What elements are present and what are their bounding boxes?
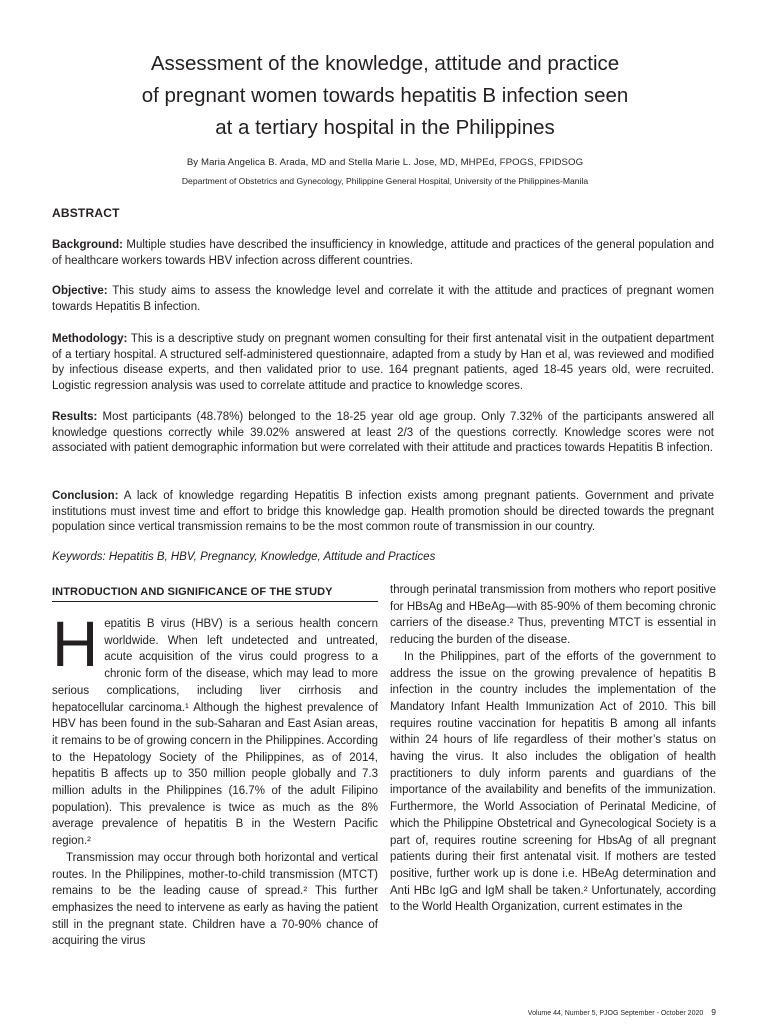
intro-paragraph-2: Transmission may occur through both horizontal and vertical routes. In the Philippines, mother-to-child transmission (MTCT) remains to be the leading cause of spread.² This further emphasizes the need to intervene as early as having the patient still in the pregnant state. Children have a 70-90% chance of acquiring the virus <box>52 851 378 948</box>
methodology-text: This is a descriptive study on pregnant women consulting for their first antenatal visit in the outpatient department of a tertiary hospital. A structured self-administered questionnaire, adapted from a study by Han et al, was reviewed and modified by infectious disease experts, and then validated prior to use. 164 pregnant patients, aged 18-45 years old, were recruited. Logistic regression analysis was used to correlate attitude and practice to knowledge scores. <box>52 333 714 392</box>
results-text: Most participants (48.78%) belonged to the 18-25 year old age group. Only 7.32% of the participants answered all knowledge questions correctly while 39.02% answered at least 2/3 of the questions correctly. Knowledge scores were not associated with patient demographic information but were correlated with their attitude and practices towards Hepatitis B infection. <box>52 411 714 454</box>
results-label: Results: <box>52 411 98 423</box>
abstract-methodology <box>52 332 714 394</box>
background-text: Multiple studies have described the insufficiency in knowledge, attitude and practices of the general population and of healthcare workers towards HBV infection across different countries. <box>52 239 714 267</box>
objective-label: Objective: <box>52 285 108 297</box>
affiliation-line: Department of Obstetrics and Gynecology, Philippine General Hospital, University of the Philippines-Manila <box>181 176 589 186</box>
abstract-background <box>52 238 714 269</box>
keywords: Keywords: Hepatitis B, HBV, Pregnancy, Knowledge, Attitude and Practices <box>52 551 436 563</box>
abstract-objective <box>52 284 714 315</box>
journal-citation: Volume 44, Number 5, PJOG September - October 2020 <box>527 1010 704 1017</box>
abstract-conclusion <box>52 489 714 536</box>
author-line: By Maria Angelica B. Arada, MD and Stella Marie L. Jose, MD, MHPEd, FPOGS, FPIDSOG <box>186 157 584 168</box>
intro-paragraph-4: In the Philippines, part of the efforts of the government to address the issue on the growing prevalence of hepatitis B infection in the country includes the implementation of the Mandatory Infant Health Immunization Act of 2010. This bill requires routine vaccination for hepatitis B among all infants within 24 hours of life regardless of their mother’s status on having the virus. It also includes the obligation of health practitioners to duly inform parents and guardians of the importance of the availability and benefits of the immunization. Furthermore, the World Association of Perinatal Medicine, of which the Philippine Obstetrical and Gynecological Society is a part of, requires routine screening for HbsAg of all pregnant patients during their first antenatal visit. If mothers are tested positive, further work up is done i.e. HBeAg determination and Anti HBc IgG and IgM shall be taken.² Unfortunately, according to the World Health Organization, current estimates in the <box>390 650 716 914</box>
intro-paragraph-1-text: epatitis B virus (HBV) is a serious health concern worldwide. When left undetected and untreated, acute acquisition of the virus could progress to a chronic form of the disease, which may lead to more serious complications, including liver cirrhosis and hepatocellular carcinoma.¹ Although the highest prevalence of HBV has been found in the sub-Saharan and East Asian areas, it remains to be of growing concern in the Philippines. According to the Hepatology Society of the Philippines, as of 2014, hepatitis B affects up to 350 million people globally and 7.3 million adults in the Philippines (16.7% of the adult Filipino population). This prevalence is twice as much as the 8% average prevalence of hepatitis B in the Western Pacific region.² <box>52 618 379 848</box>
abstract-heading: ABSTRACT <box>52 206 120 220</box>
title-line-1: Assessment of the knowledge, attitude and practice <box>150 52 620 75</box>
right-column <box>390 582 716 916</box>
page-number: 9 <box>711 1007 716 1017</box>
page-footer <box>528 1007 716 1017</box>
abstract-results <box>52 410 714 457</box>
left-column <box>52 586 378 950</box>
background-label: Background: <box>52 239 123 251</box>
title-line-2: of pregnant women towards hepatitis B infection seen <box>141 84 629 107</box>
intro-paragraph-1 <box>52 608 379 850</box>
intro-paragraph-3: through perinatal transmission from mothers who report positive for HBsAg and HBeAg—with 85-90% of them becoming chronic carriers of the disease.² Thus, preventing MTCT is essential in reducing the burden of the disease. <box>390 584 716 647</box>
conclusion-label: Conclusion: <box>52 490 119 502</box>
drop-cap: H <box>52 608 99 680</box>
section-heading-introduction: INTRODUCTION AND SIGNIFICANCE OF THE STUDY <box>52 586 378 602</box>
methodology-label: Methodology: <box>52 333 128 345</box>
article-title <box>60 48 710 144</box>
conclusion-text: A lack of knowledge regarding Hepatitis B infection exists among pregnant patients. Government and private institutions must invest time and effort to bridge this knowledge gap. Health promotion should be directed towards the pregnant population since vertical transmission remains to be the most common route of transmission in our country. <box>52 490 714 533</box>
objective-text: This study aims to assess the knowledge level and correlate it with the attitude and practices of pregnant women towards Hepatitis B infection. <box>52 285 714 313</box>
title-line-3: at a tertiary hospital in the Philippines <box>215 116 555 139</box>
